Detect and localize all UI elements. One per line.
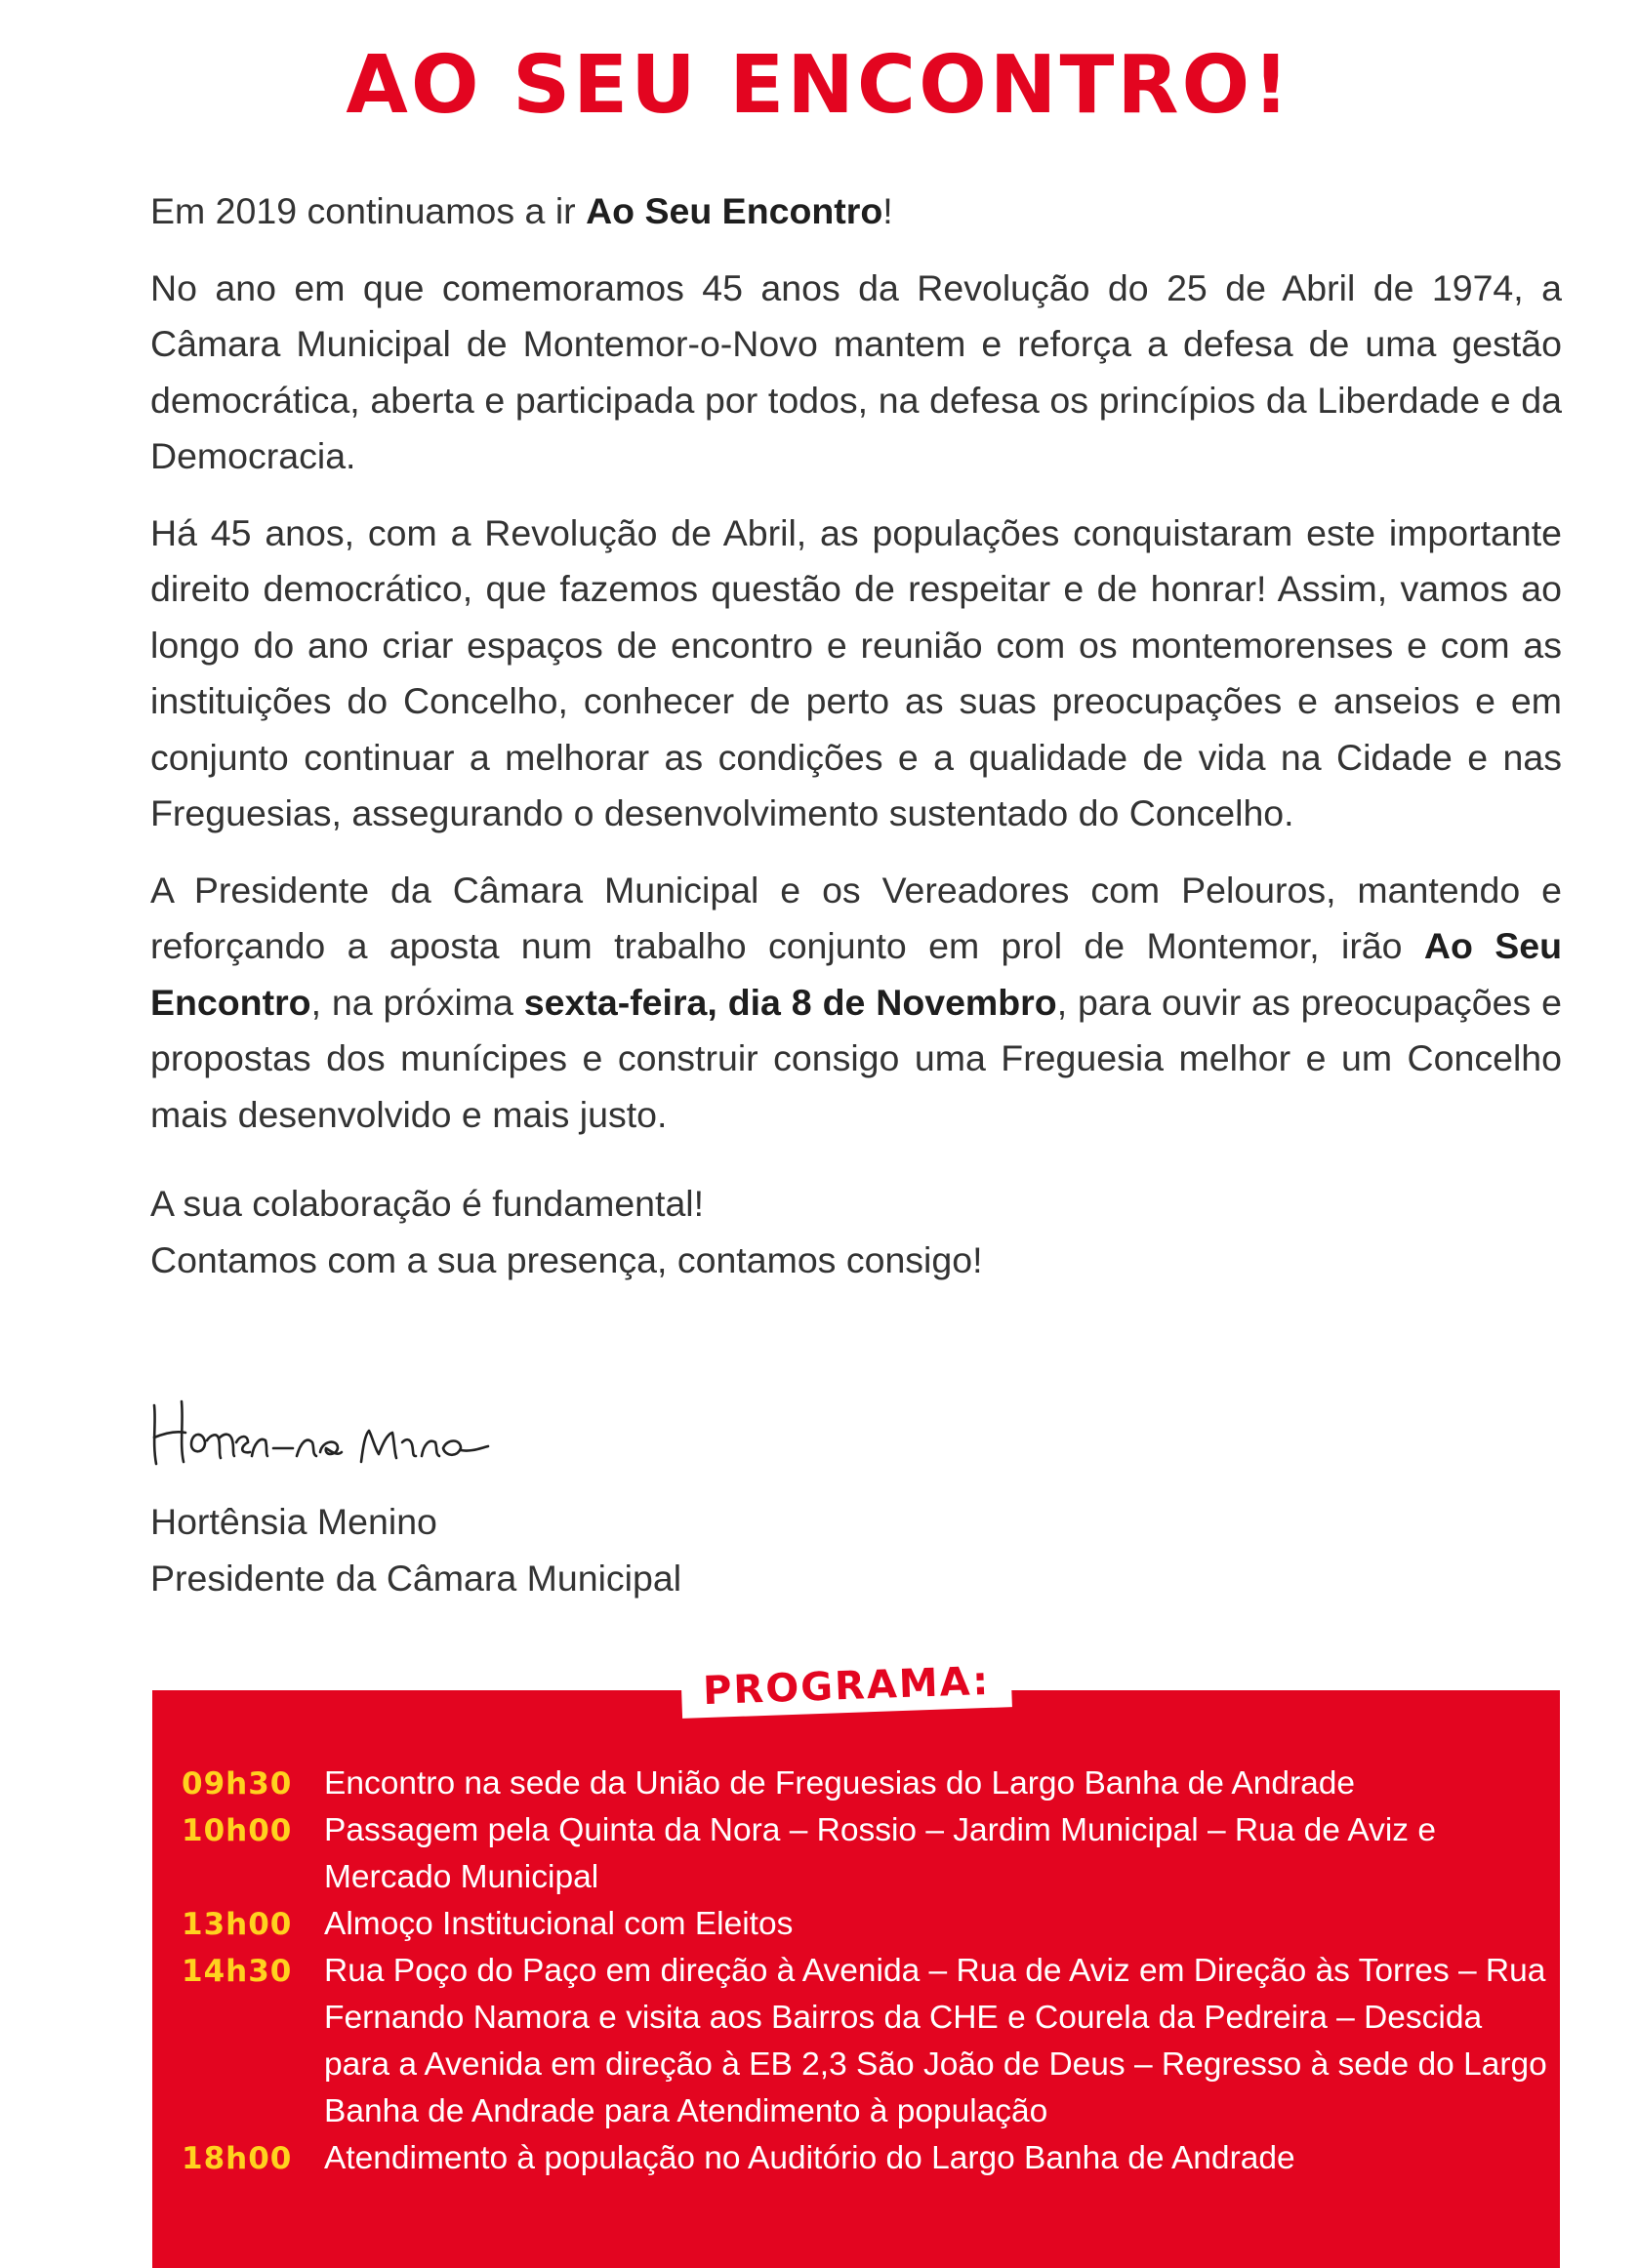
program-schedule: [182, 1761, 1548, 2182]
signatory-name: Hortênsia Menino: [150, 1501, 437, 1542]
schedule-text: Atendimento à população no Auditório do Largo Banha de Andrade: [324, 2140, 1295, 2176]
schedule-text: Encontro na sede da União de Freguesias do Largo Banha de Andrade: [324, 1765, 1356, 1802]
schedule-item: [182, 1807, 1548, 1901]
schedule-item: [182, 1948, 1548, 2135]
handwritten-signature: [146, 1384, 586, 1481]
schedule-text: Rua Poço do Paço em direção à Avenida – Rua de Aviz em Direção às Torres – Rua Fernando Namora e visita aos Bairros da CHE e Courela da Pedreira – Descida para a Avenida em direção à EB 2,3 São João de Deus – Regresso à sede do Largo Banha de Andrade para Atendimento à população: [324, 1953, 1547, 2129]
schedule-time: 18h00: [182, 2141, 293, 2176]
schedule-item: [182, 1901, 1548, 1948]
schedule-time: 09h30: [182, 1766, 293, 1802]
paragraph-1: Em 2019 continuamos a ir Ao Seu Encontro!: [150, 190, 893, 231]
signatory-role: Presidente da Câmara Municipal: [150, 1557, 682, 1599]
highlight-ao-seu-encontro: Ao Seu Encontro: [586, 190, 883, 231]
schedule-time: 10h00: [182, 1813, 293, 1848]
schedule-time: 13h00: [182, 1907, 293, 1942]
paragraph-4: A Presidente da Câmara Municipal e os Vereadores com Pelouros, mantendo e reforçando a aposta num trabalho conjunto em prol de Montemor, irão Ao Seu Encontro, na próxima sexta-feira, dia 8 de Novembro, para ouvir as preocupações e propostas dos munícipes e construir consigo uma Freguesia melhor e um Concelho mais desenvolvido e mais justo.: [150, 869, 1562, 1135]
event-date: sexta-feira, dia 8 de Novembro: [523, 981, 1057, 1023]
schedule-item: [182, 1761, 1548, 1807]
signatory: [150, 1494, 1029, 1606]
letter-body: [150, 183, 1562, 1309]
paragraph-2: No ano em que comemoramos 45 anos da Revolução do 25 de Abril de 1974, a Câmara Municipal de Montemor-o-Novo mantem e reforça a defesa de uma gestão democrática, aberta e participada por todos, na defesa os princípios da Liberdade e da Democracia.: [150, 266, 1562, 476]
schedule-text: Almoço Institucional com Eleitos: [324, 1906, 794, 1942]
schedule-time: 14h30: [182, 1954, 293, 1989]
paragraph-3: Há 45 anos, com a Revolução de Abril, as populações conquistaram este importante direito democrático, que fazemos questão de respeitar e de honrar! Assim, vamos ao longo do ano criar espaços de encontro e reunião com os montemorenses e com as instituições do Concelho, conhecer de perto as suas preocupações e anseios e em conjunto continuar a melhorar as condições e a qualidade de vida na Cidade e nas Freguesias, assegurando o desenvolvimento sustentado do Concelho.: [150, 511, 1562, 833]
closing: A sua colaboração é fundamental! Contamos com a sua presença, contamos consigo!: [150, 1183, 983, 1280]
schedule-item: [182, 2135, 1548, 2182]
schedule-text: Passagem pela Quinta da Nora – Rossio – Jardim Municipal – Rua de Aviz e Mercado Municipal: [324, 1812, 1436, 1895]
program-label: PROGRAMA:: [680, 1650, 1012, 1719]
page-title: AO SEU ENCONTRO!: [346, 39, 1292, 132]
